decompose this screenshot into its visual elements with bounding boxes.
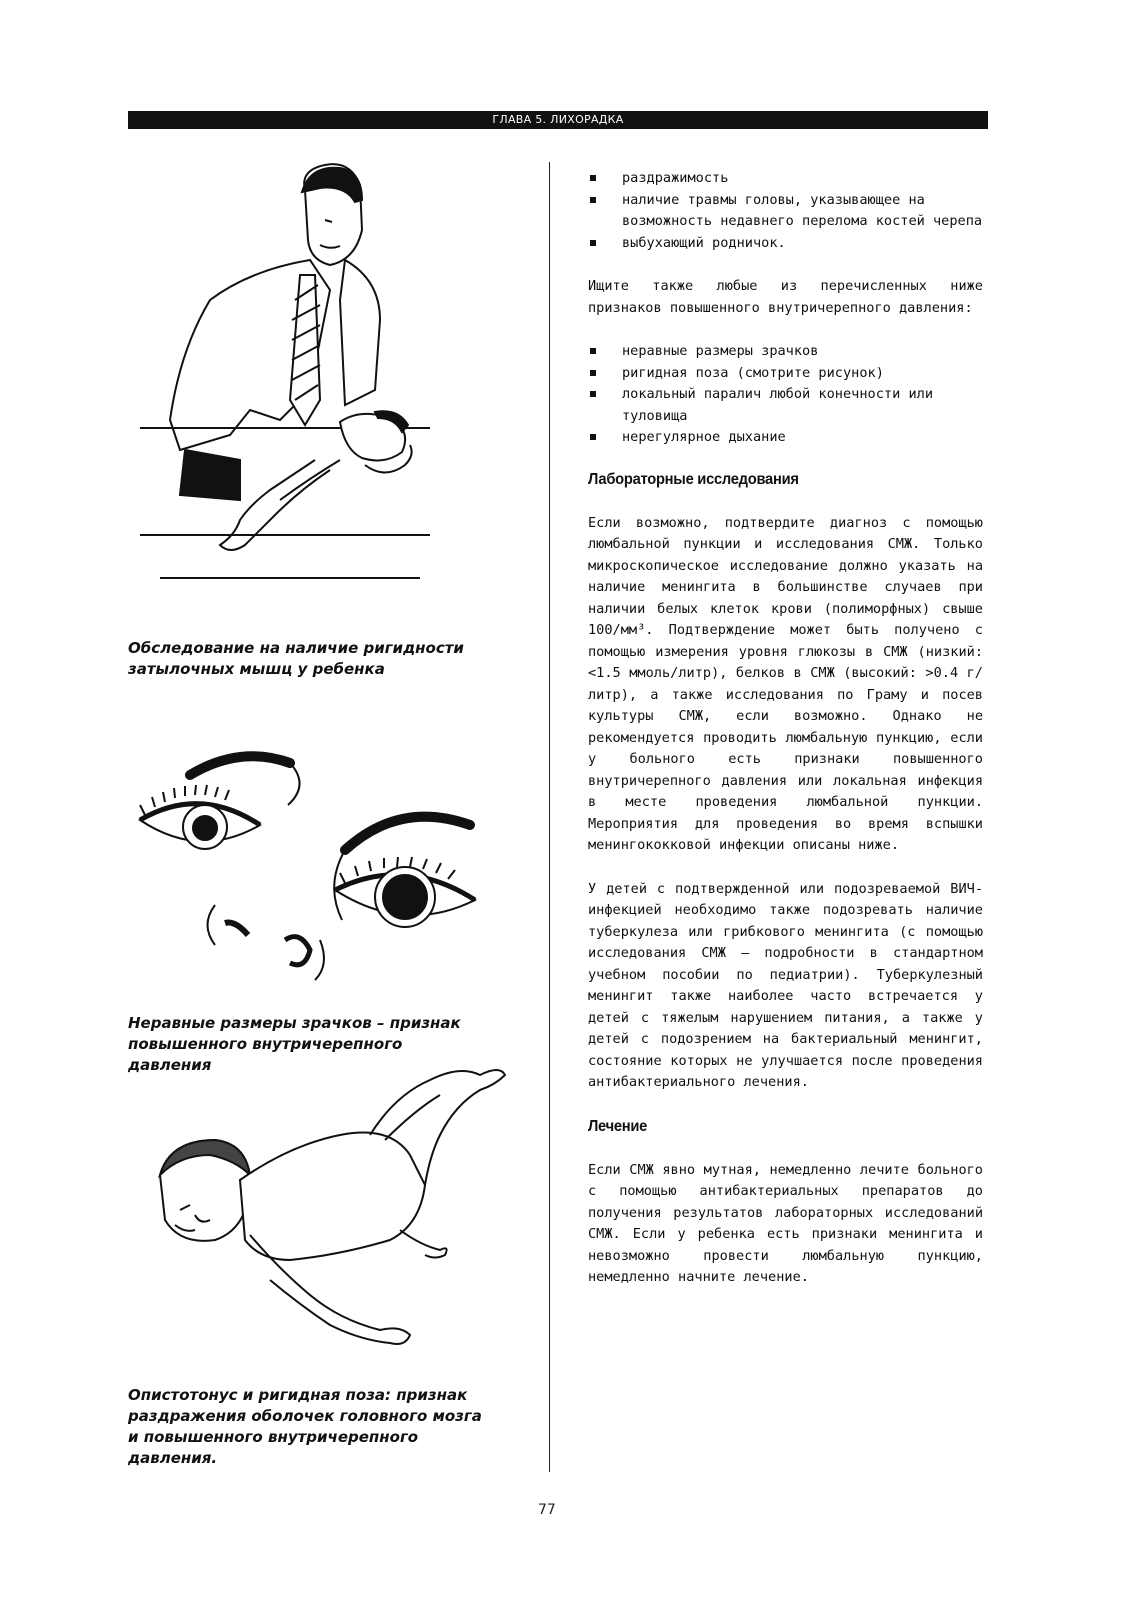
heading-lab-tests: Лабораторные исследования: [588, 470, 799, 488]
chapter-header: ГЛАВА 5. ЛИХОРАДКА: [128, 111, 988, 129]
list-icp-signs: [588, 341, 983, 449]
main-text-column: [588, 168, 983, 1289]
list-item: раздражимость: [588, 168, 983, 190]
unequal-pupils-illustration: [130, 745, 490, 990]
paragraph-lab-1: Если возможно, подтвердите диагноз с помощью люмбальной пункции и исследования СМЖ. Только микроскопическое исследование должно указать на наличие менингита в большинстве случаев при наличии белых клеток крови (полиморфных) свыше 100/мм³. Подтверждение может быть получено с помощью измерения уровня глюкозы в СМЖ (низкий: <1.5 ммоль/литр), белков в СМЖ (высокий: >0.4 г/литр), а также исследования по Граму и посев культуры СМЖ, если возможно. Однако не рекомендуется проводить люмбальную пункцию, если у больного есть признаки повышенного внутричерепного давления или локальная инфекция в месте проведения люмбальной пункции. Мероприятия для проведения во время вспышки менингококковой инфекции описаны ниже.: [588, 514, 983, 853]
bullet-square-icon: [590, 434, 596, 440]
list-item: неравные размеры зрачков: [588, 341, 983, 363]
bullet-square-icon: [590, 175, 596, 181]
bullet-square-icon: [590, 348, 596, 354]
neck-stiffness-illustration: [140, 160, 440, 590]
bullet-square-icon: [590, 197, 596, 203]
caption-opisthotonus: Опистотонус и ригидная поза: признак раздражения оболочек головного мозга и повышенного внутричерепного давления.: [128, 1386, 482, 1467]
paragraph-treatment: Если СМЖ явно мутная, немедленно лечите больного с помощью антибактериальных препаратов до получения результатов лабораторных исследований СМЖ. Если у ребенка есть признаки менингита и невозможно провести люмбальную пункцию, немедленно начните лечение.: [588, 1161, 983, 1285]
caption-unequal-pupils: Неравные размеры зрачков – признак повышенного внутричерепного давления: [128, 1014, 461, 1074]
figure-unequal-pupils: [130, 745, 490, 990]
column-divider: [549, 162, 550, 1472]
bullet-square-icon: [590, 240, 596, 246]
caption-neck-stiffness: Обследование на наличие ригидности затылочных мышц у ребенка: [128, 639, 464, 678]
heading-treatment: Лечение: [588, 1117, 648, 1135]
list-meningitis-signs: [588, 168, 983, 254]
paragraph-icp-intro: Ищите также любые из перечисленных ниже признаков повышенного внутричерепного давления:: [588, 278, 983, 316]
list-item: локальный паралич любой конечности или туловища: [588, 384, 983, 427]
list-item: ригидная поза (смотрите рисунок): [588, 363, 983, 385]
page-number: 77: [538, 1502, 556, 1518]
paragraph-lab-2: У детей с подтвержденной или подозреваемой ВИЧ-инфекцией необходимо также подозревать наличие туберкулеза или грибкового менингита (с помощью исследования СМЖ – подробности в стандартном учебном пособии по педиатрии). Туберкулезный менингит также наиболее часто встречается у детей с тяжелым нарушением питания, а также у детей с подозрением на бактериальный менингит, состояние которых не улучшается после проведения антибактериального лечения.: [588, 880, 983, 1090]
opisthotonus-illustration: [140, 1055, 520, 1385]
figure-neck-stiffness: [140, 160, 440, 590]
list-item: выбухающий родничок.: [588, 233, 983, 255]
list-item: наличие травмы головы, указывающее на возможность недавнего перелома костей черепа: [588, 190, 983, 233]
bullet-square-icon: [590, 391, 596, 397]
list-item: нерегулярное дыхание: [588, 427, 983, 449]
figure-opisthotonus: [140, 1055, 520, 1385]
bullet-square-icon: [590, 370, 596, 376]
